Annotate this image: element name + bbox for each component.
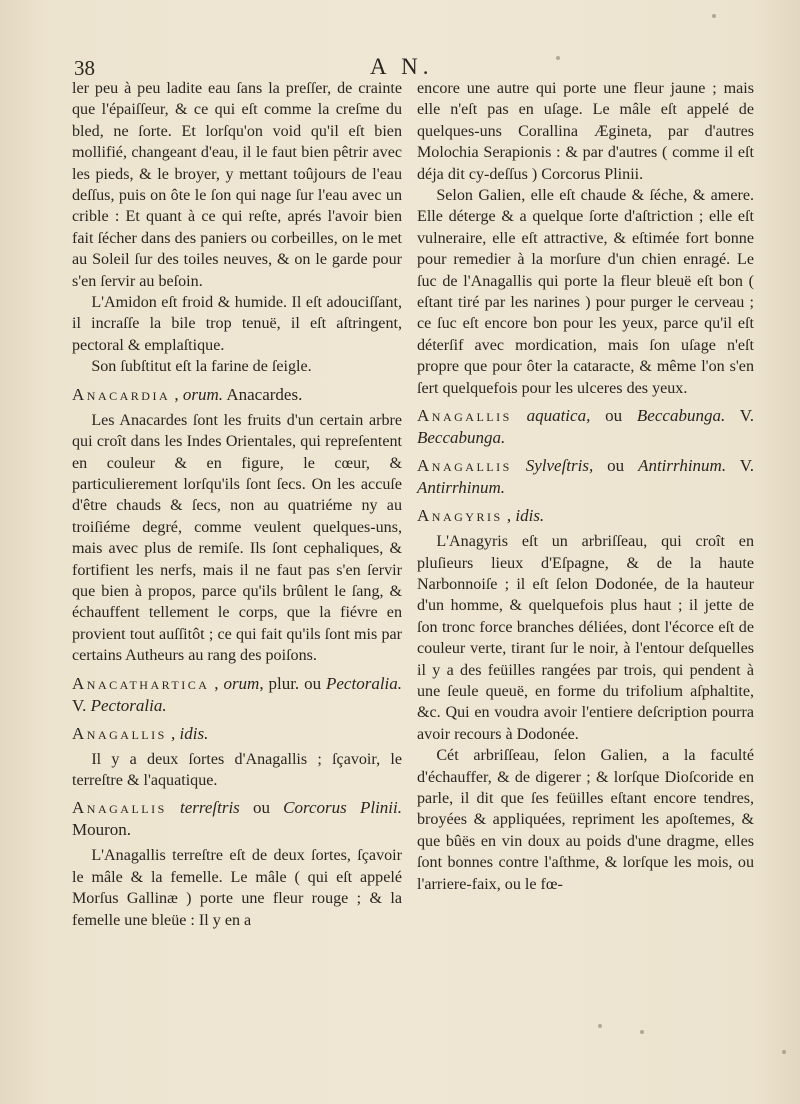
paragraph: encore une autre qui porte une fleur jaune ; mais elle n'eſt pas en uſage. Le mâle eſt appelé de quelques-uns Corallina Ægineta, par d'autres Molochia Serapionis : & par d'autres ( comme il eſt déja dit cy-deſſus ) Corcorus Plinii.	[417, 80, 754, 183]
paragraph: Son ſubſtitut eſt la farine de ſeigle.	[91, 358, 312, 376]
entry-genitive: orum	[223, 673, 260, 693]
paragraph: L'Anagallis terreſtre eſt de deux ſortes, ſçavoir le mâle & la femelle. Le mâle ( qui eſt appelé Morſus Gallinæ ) porte une fleur rouge ; & la femelle une bleüe : Il y en a	[72, 847, 402, 929]
entry-latin: terreſtris	[179, 798, 240, 818]
entry-latin: Sylveſtris,	[525, 456, 594, 476]
entry-genitive: idis.	[515, 506, 545, 526]
entry-french-name: Anacardes.	[226, 384, 303, 404]
entry-term: Anagallis	[72, 798, 167, 818]
entry-heading-anagallis-aquatica	[417, 405, 754, 449]
cross-reference: Beccabunga.	[417, 428, 506, 448]
paragraph: Il y a deux ſortes d'Anagallis ; ſçavoir, le terreſtre & l'aquatique.	[72, 750, 402, 789]
entry-or: ou	[607, 456, 625, 476]
entry-heading-anagallis-sylvestris	[417, 455, 754, 499]
entry-genitive: orum.	[182, 384, 224, 404]
see-reference: V.	[739, 406, 755, 426]
paragraph: Selon Galien, elle eſt chaude & ſéche, & amere. Elle déterge & a quelque ſorte d'aſtriction ; elle eſt vulneraire, elle eſt attractive, & eſtimée fort bonne pour remedier à la morſure d'un chien enragé. Le ſuc de l'Anagallis qui porte la fleur bleuë eſt bon ( eſtant tiré par les narines ) pour purger le cerveau ; ce ſuc eſt encore bon pour les yeux, parce qu'il eſt déterſif avec mordication, mais ſon uſage n'eſt propre que pour ôter la cataracte, & même l'on s'en ſert quelquefois pour les ulceres des yeux.	[417, 187, 754, 397]
entry-synonym: Antirrhinum.	[638, 456, 727, 476]
cross-reference: Antirrhinum.	[417, 478, 506, 498]
entry-or: ou	[605, 406, 623, 426]
entry-term: Anagyris	[417, 506, 503, 526]
entry-term: Anagallis	[417, 456, 512, 476]
entry-synonym: Pectoralia.	[326, 673, 403, 693]
entry-latin: aquatica,	[526, 406, 591, 426]
entry-or: ou	[252, 798, 270, 818]
left-column	[72, 78, 402, 931]
entry-heading-anacathartica: Anacathartica , orum, plur. ou Pectoralia. V. Pectoralia.	[72, 673, 403, 715]
see-reference: V.	[739, 456, 755, 476]
paragraph: L'Amidon eſt froid & humide. Il eſt adouciſſant, il incraſſe la bile trop tenuë, il eſt aſtringent, pectoral & emplaſtique.	[72, 294, 402, 354]
entry-synonym: Beccabunga.	[636, 406, 726, 426]
paragraph: ler peu à peu ladite eau ſans la preſſer, de crainte que l'épaiſſeur, & ce qui eſt comme la creſme du bled, ne ſorte. Et lorſqu'on void qu'il eſt bien mollifié, changeant d'eau, il le faut bien pêtrir avec les pieds, & le broyer, y mettant toûjours de l'eau deſſus, puis on ôte le ſon qui nage ſur l'eau avec un crible : Et quant à ce qui reſte, aprés l'avoir bien fait ſécher dans des paniers ou corbeilles, on le met au Soleil ſur des toiles neuves, & on le garde pour s'en ſervir au beſoin.	[72, 80, 402, 290]
entry-genitive: idis.	[179, 723, 209, 743]
right-column	[417, 78, 754, 895]
entry-heading-anagallis: Anagallis , idis.	[72, 723, 209, 743]
see-reference: V.	[72, 695, 87, 715]
entry-heading-anagyris: Anagyris , idis.	[417, 506, 545, 526]
page-number: 38	[74, 56, 95, 80]
entry-heading-anagallis-terrestris	[72, 797, 402, 841]
entry-french-name: Mouron.	[72, 820, 132, 840]
paper-spot	[640, 1030, 644, 1034]
paragraph: L'Anagyris eſt un arbriſſeau, qui croît en pluſieurs lieux d'Eſpagne, & de la haute Narbonnoiſe ; il eſt ſelon Dodonée, de la hauteur d'un homme, & quelquefois plus haut ; il jette de ſon tronc force branches déliées, dont l'écorce eſt de couleur verte, tirant ſur le noir, à l'entour deſquelles il y a des feüilles rangées par trois, qui pendent à une ſeule queuë, en forme du trifolium aſphaltite, &c. Qui en voudra avoir l'entiere deſcription pourra avoir recours à Dodonée.	[417, 533, 754, 743]
running-head: A N.	[370, 54, 434, 79]
paper-spot	[712, 14, 716, 18]
paper-spot	[556, 56, 560, 60]
paragraph: Cét arbriſſeau, ſelon Galien, a la faculté d'échauffer, & de digerer ; & lorſque Dioſcoride en parle, il dit que ſes feüilles eſtant encore tendres, broyées & appliquées, repriment les apoſtemes, & que bûës en vin doux au poids d'une dragme, elles ſont bonnes contre l'aſthme, & lorſque les mois, ou l'arriere-faix, ou le fœ-	[417, 747, 754, 893]
entry-heading-anacardia: Anacardia , orum. Anacardes.	[72, 384, 303, 404]
entry-term: Anagallis	[72, 723, 167, 743]
paper-spot	[598, 1024, 602, 1028]
entry-term: Anacardia	[72, 384, 171, 404]
entry-term: Anagallis	[417, 406, 512, 426]
entry-note: , plur. ou	[259, 673, 322, 693]
paper-spot	[782, 1050, 786, 1054]
cross-reference: Pectoralia.	[90, 695, 167, 715]
entry-term: Anacathartica	[72, 673, 210, 693]
paragraph: Les Anacardes ſont les fruits d'un certain arbre qui croît dans les Indes Orientales, qui repreſentent en couleur & en figure, le cœur, & particulierement lorſqu'ils ſont ſecs. On les accuſe d'être chauds & ſecs, non au quatriéme ny au troiſiéme degré, comme veulent quelques-uns, mais avec plus de remiſe. Ils ſont cephaliques, & fortifient les nerfs, mais il ne faut pas s'en ſervir que bien à propos, parce qu'ils brûlent le ſang, & échauffent tellement le corps, que la fiévre en provient tout auſſitôt ; ce qui fait qu'ils ſont mis par certains Autheurs au rang des poiſons.	[72, 411, 402, 665]
entry-synonym: Corcorus Plinii.	[283, 798, 402, 818]
